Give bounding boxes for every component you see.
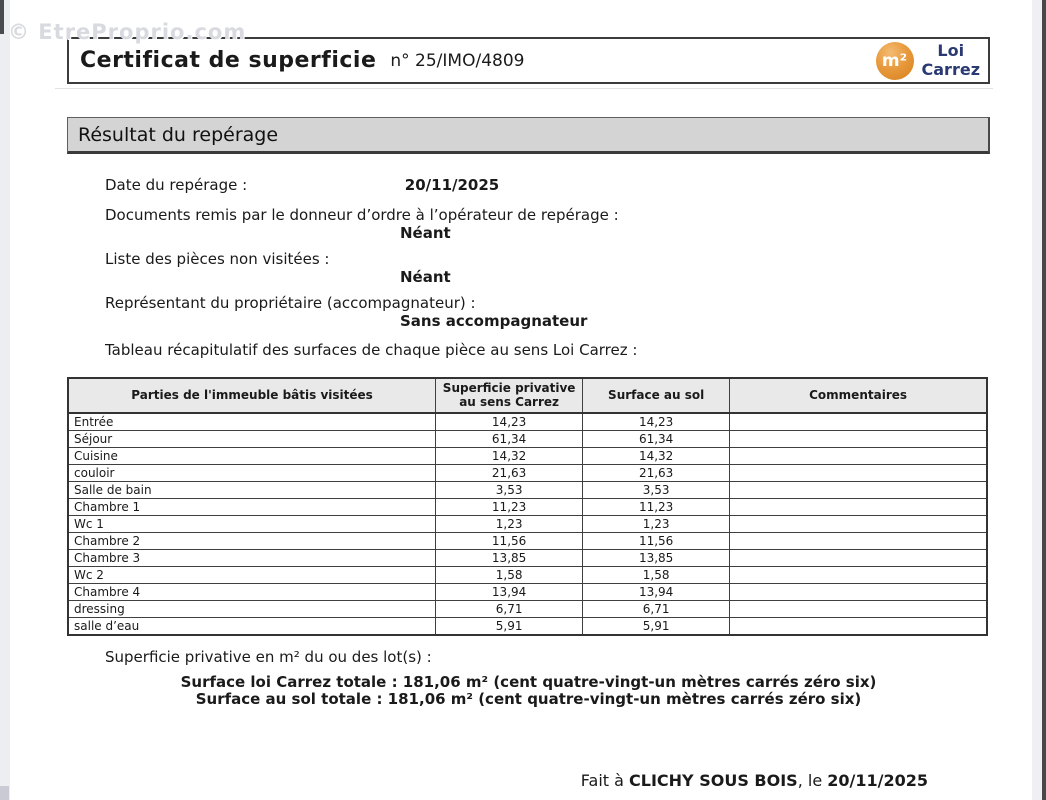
field-label: Liste des pièces non visitées : <box>105 250 330 268</box>
section-banner <box>67 117 990 154</box>
cell-comment <box>730 532 987 549</box>
certificate-header-box <box>67 37 990 84</box>
table-row <box>68 498 987 515</box>
col-header-surface-sol: Surface au sol <box>583 378 730 413</box>
viewer-gutter-left <box>0 0 10 800</box>
table-row <box>68 464 987 481</box>
footer-made-at <box>67 771 928 790</box>
cell-comment <box>730 617 987 635</box>
cell-carrez: 13,85 <box>436 549 583 566</box>
cell-sol: 3,53 <box>583 481 730 498</box>
field-value: Sans accompagnateur <box>400 312 588 330</box>
table-row <box>68 566 987 583</box>
cell-comment <box>730 430 987 447</box>
cell-carrez: 13,94 <box>436 583 583 600</box>
watermark: © EtreProprio.com <box>8 20 247 44</box>
col-header-pieces: Parties de l'immeuble bâtis visitées <box>68 378 436 413</box>
col-header-superficie-carrez: Superficie privative au sens Carrez <box>436 378 583 413</box>
loi-carrez-logo <box>876 42 980 80</box>
cell-piece: Chambre 1 <box>68 498 436 515</box>
col-header-commentaires: Commentaires <box>730 378 987 413</box>
cell-carrez: 3,53 <box>436 481 583 498</box>
cell-piece: Salle de bain <box>68 481 436 498</box>
cell-sol: 1,23 <box>583 515 730 532</box>
field-label: Date du repérage : <box>105 176 248 194</box>
field-label: Représentant du propriétaire (accompagnateur) : <box>105 294 476 312</box>
cell-piece: Séjour <box>68 430 436 447</box>
field-value: Néant <box>400 224 451 242</box>
cell-comment <box>730 447 987 464</box>
table-row <box>68 413 987 431</box>
table-row <box>68 549 987 566</box>
cell-carrez: 1,58 <box>436 566 583 583</box>
field-representant <box>105 294 985 330</box>
footer-date: 20/11/2025 <box>827 771 928 790</box>
cell-comment <box>730 600 987 617</box>
cell-piece: Chambre 2 <box>68 532 436 549</box>
cell-carrez: 14,32 <box>436 447 583 464</box>
table-row <box>68 515 987 532</box>
cell-piece: Entrée <box>68 413 436 431</box>
cell-piece: Wc 2 <box>68 566 436 583</box>
logo-text-line2: Carrez <box>921 59 980 79</box>
field-pieces-non-visitees <box>105 250 985 286</box>
field-label: Documents remis par le donneur d’ordre à l’opérateur de repérage : <box>105 206 619 224</box>
cell-piece: salle d’eau <box>68 617 436 635</box>
total-loi-carrez: Surface loi Carrez totale : 181,06 m² (cent quatre-vingt-un mètres carrés zéro six) <box>180 673 877 691</box>
field-documents-remis <box>105 206 985 242</box>
total-surface-sol: Surface au sol totale : 181,06 m² (cent quatre-vingt-un mètres carrés zéro six) <box>195 690 862 708</box>
table-row <box>68 481 987 498</box>
cell-sol: 14,23 <box>583 413 730 431</box>
m2-icon: m² <box>876 42 914 80</box>
footer-city: CLICHY SOUS BOIS <box>629 771 798 790</box>
section-title: Résultat du repérage <box>78 123 279 146</box>
cell-comment <box>730 481 987 498</box>
reperage-fields <box>105 176 985 359</box>
totals-intro: Superficie privative en m² du ou des lot(s) : <box>105 648 432 666</box>
cell-carrez: 6,71 <box>436 600 583 617</box>
totals-block <box>67 674 990 708</box>
table-row <box>68 583 987 600</box>
table-row <box>68 447 987 464</box>
certificate-number: n° 25/IMO/4809 <box>390 50 525 71</box>
cell-comment <box>730 583 987 600</box>
cell-carrez: 11,56 <box>436 532 583 549</box>
cell-sol: 5,91 <box>583 617 730 635</box>
cell-sol: 21,63 <box>583 464 730 481</box>
cell-sol: 13,94 <box>583 583 730 600</box>
document-page <box>67 0 990 800</box>
cell-comment <box>730 515 987 532</box>
cell-piece: Chambre 4 <box>68 583 436 600</box>
cell-sol: 14,32 <box>583 447 730 464</box>
footer-separator: , le <box>797 771 828 790</box>
table-row <box>68 600 987 617</box>
cell-carrez: 11,23 <box>436 498 583 515</box>
cell-comment <box>730 464 987 481</box>
field-value: Néant <box>400 268 451 286</box>
table-row <box>68 617 987 635</box>
field-date-reperage <box>105 176 985 194</box>
cell-sol: 6,71 <box>583 600 730 617</box>
field-value: 20/11/2025 <box>404 176 500 194</box>
table-row <box>68 532 987 549</box>
table-header-row <box>68 378 987 413</box>
cell-carrez: 61,34 <box>436 430 583 447</box>
table-row <box>68 430 987 447</box>
cell-carrez: 21,63 <box>436 464 583 481</box>
cell-carrez: 1,23 <box>436 515 583 532</box>
certificate-title: Certificat de superficie <box>80 48 377 73</box>
cell-carrez: 14,23 <box>436 413 583 431</box>
cell-comment <box>730 498 987 515</box>
cell-sol: 61,34 <box>583 430 730 447</box>
cell-sol: 1,58 <box>583 566 730 583</box>
cell-sol: 13,85 <box>583 549 730 566</box>
cell-comment <box>730 566 987 583</box>
footer-prefix: Fait à <box>580 771 630 790</box>
logo-text-line1: Loi <box>937 41 965 61</box>
cell-piece: dressing <box>68 600 436 617</box>
table-intro: Tableau récapitulatif des surfaces de chaque pièce au sens Loi Carrez : <box>105 341 638 359</box>
loi-carrez-logo-text <box>922 42 980 79</box>
cell-piece: Wc 1 <box>68 515 436 532</box>
cell-carrez: 5,91 <box>436 617 583 635</box>
cell-piece: couloir <box>68 464 436 481</box>
cell-piece: Chambre 3 <box>68 549 436 566</box>
surfaces-table <box>67 377 988 636</box>
cell-comment <box>730 549 987 566</box>
cell-sol: 11,56 <box>583 532 730 549</box>
cell-sol: 11,23 <box>583 498 730 515</box>
cell-piece: Cuisine <box>68 447 436 464</box>
viewer-edge-dark-top-left <box>0 0 4 34</box>
viewer-edge-dark-bottom-left <box>0 786 9 800</box>
cell-comment <box>730 413 987 431</box>
viewer-edge-dark-right <box>1042 0 1046 800</box>
